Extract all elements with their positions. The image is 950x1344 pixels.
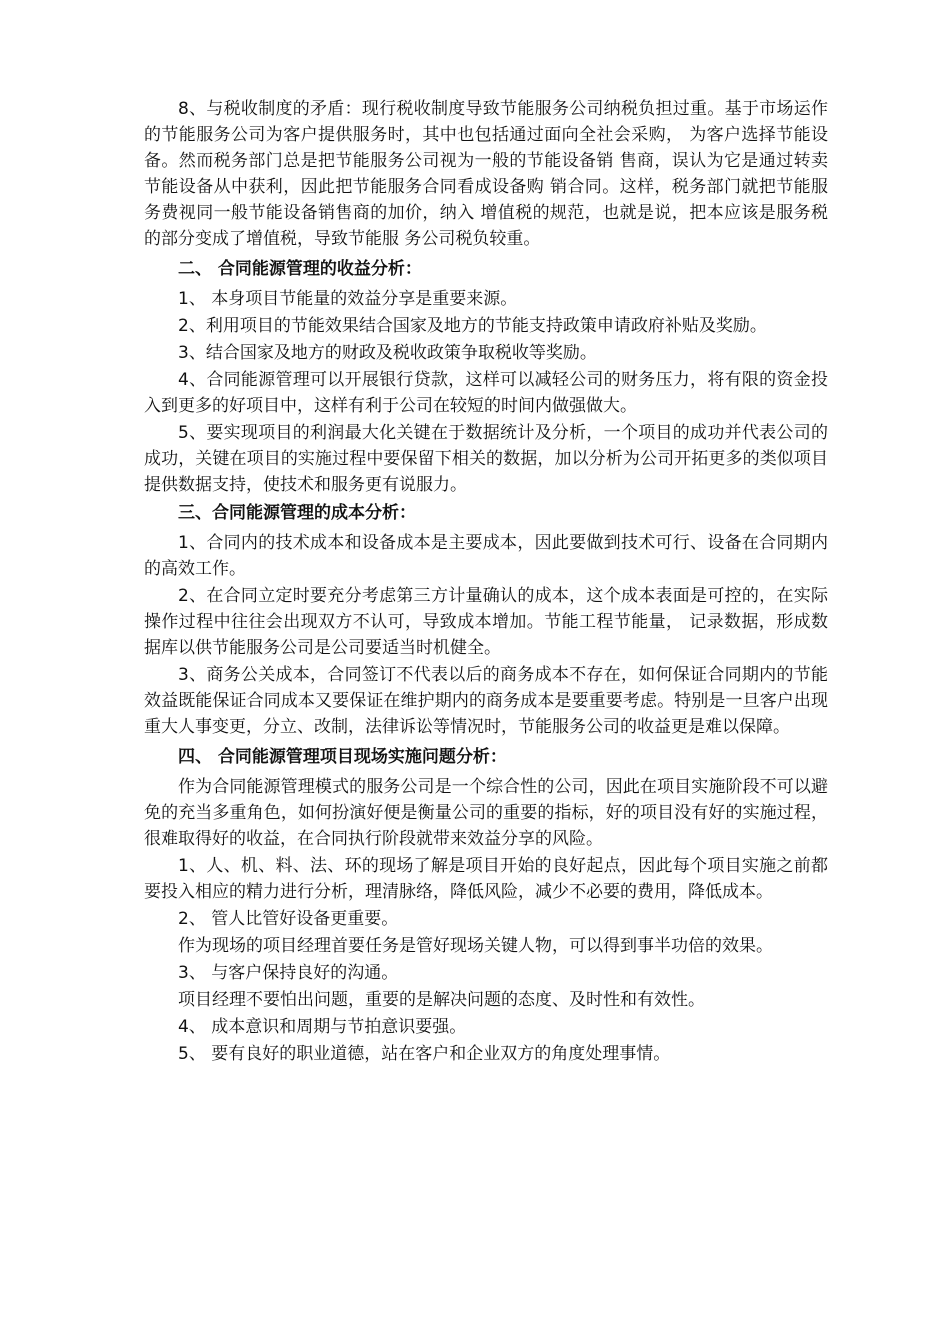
paragraph: 项目经理不要怕出问题，重要的是解决问题的态度、及时性和有效性。 bbox=[178, 990, 705, 1010]
heading-onsite-issues: 四、 合同能源管理项目现场实施问题分析： bbox=[178, 747, 507, 767]
paragraph: 1、 本身项目节能量的效益分享是重要来源。 bbox=[178, 289, 518, 309]
paragraph: 1、合同内的技术成本和设备成本是主要成本，因此要做到技术可行、设备在合同期内的高效工作。 bbox=[144, 533, 828, 579]
document-page bbox=[144, 96, 828, 1068]
paragraph: 4、合同能源管理可以开展银行贷款，这样可以减轻公司的财务压力，将有限的资金投入到更多的好项目中，这样有利于公司在较短的时间内做强做大。 bbox=[144, 370, 828, 416]
paragraph: 5、要实现项目的利润最大化关键在于数据统计及分析，一个项目的成功并代表公司的成功，关键在项目的实施过程中要保留下相关的数据，加以分析为公司开拓更多的类似项目提供数据支持，使技术和服务更有说服力。 bbox=[144, 423, 828, 495]
paragraph: 作为合同能源管理模式的服务公司是一个综合性的公司，因此在项目实施阶段不可以避免的充当多重角色，如何扮演好便是衡量公司的重要的指标，好的项目没有好的实施过程，很难取得好的收益，在合同执行阶段就带来效益分享的风险。 bbox=[144, 777, 828, 849]
heading-cost-analysis: 三、合同能源管理的成本分析： bbox=[178, 503, 416, 523]
paragraph: 2、利用项目的节能效果结合国家及地方的节能支持政策申请政府补贴及奖励。 bbox=[178, 316, 767, 336]
paragraph: 2、在合同立定时要充分考虑第三方计量确认的成本，这个成本表面是可控的，在实际操作过程中往往会出现双方不认可，导致成本增加。节能工程节能量， 记录数据，形成数据库以供节能服务公司是公司要适当时机健全。 bbox=[144, 586, 828, 658]
heading-revenue-analysis: 二、 合同能源管理的收益分析： bbox=[178, 259, 422, 279]
paragraph: 1、人、机、料、法、环的现场了解是项目开始的良好起点，因此每个项目实施之前都要投入相应的精力进行分析，理清脉络，降低风险，减少不必要的费用，降低成本。 bbox=[144, 856, 828, 902]
paragraph: 4、 成本意识和周期与节拍意识要强。 bbox=[178, 1017, 467, 1037]
paragraph: 作为现场的项目经理首要任务是管好现场关键人物，可以得到事半功倍的效果。 bbox=[178, 936, 773, 956]
paragraph-tax-conflict: 8、与税收制度的矛盾：现行税收制度导致节能服务公司纳税负担过重。基于市场运作的节能服务公司为客户提供服务时，其中也包括通过面向全社会采购， 为客户选择节能设备。然而税务部门总是把节能服务公司视为一般的节能设备销 售商，误认为它是通过转卖节能设备从中获利，因此把节能服务合同看成设备购 销合同。这样，税务部门就把节能服务费视同一般节能设备销售商的加价，纳入 增值税的规范，也就是说，把本应该是服务税的部分变成了增值税，导致节能服 务公司税负较重。 bbox=[144, 99, 828, 249]
paragraph: 3、商务公关成本，合同签订不代表以后的商务成本不存在，如何保证合同期内的节能效益既能保证合同成本又要保证在维护期内的商务成本是要重要考虑。特别是一旦客户出现重大人事变更，分立、改制，法律诉讼等情况时，节能服务公司的收益更是难以保障。 bbox=[144, 665, 828, 737]
paragraph: 5、 要有良好的职业道德，站在客户和企业双方的角度处理事情。 bbox=[178, 1044, 671, 1064]
paragraph: 2、 管人比管好设备更重要。 bbox=[178, 909, 399, 929]
paragraph: 3、 与客户保持良好的沟通。 bbox=[178, 963, 399, 983]
paragraph: 3、结合国家及地方的财政及税收政策争取税收等奖励。 bbox=[178, 343, 597, 363]
